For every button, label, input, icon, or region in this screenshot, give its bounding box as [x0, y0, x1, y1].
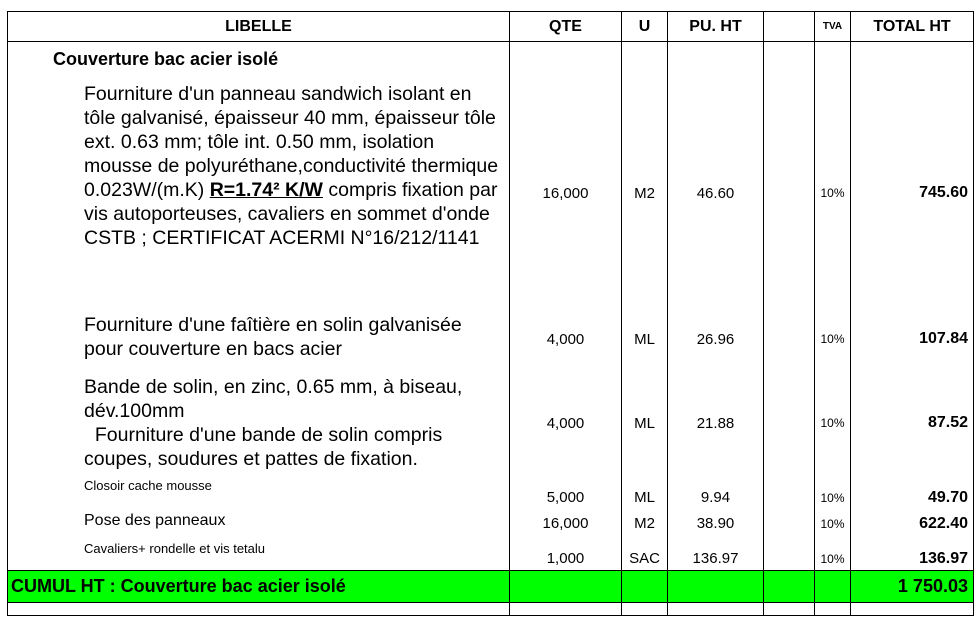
row-unit: ML: [622, 370, 668, 476]
row-unit-price: 38.90: [668, 508, 764, 539]
row-tva: 10%: [815, 508, 851, 539]
row-unit-price: 136.97: [668, 539, 764, 570]
row-qte: 16,000: [510, 78, 622, 308]
blank-row: [8, 602, 974, 615]
table-row: [8, 370, 974, 476]
row-qte: 1,000: [510, 539, 622, 570]
header-tva: TVA: [815, 12, 851, 42]
row-unit-price: 9.94: [668, 476, 764, 508]
thermal-resistance: R=1.74² K/W: [209, 179, 323, 201]
row-libelle: Bande de solin, en zinc, 0.65 mm, à biseau, dév.100mm Fourniture d'une bande de solin compris coupes, soudures et pattes de fixation.: [8, 370, 510, 476]
row-libelle: Fourniture d'une faîtière en solin galvanisée pour couverture en bacs acier: [8, 308, 510, 370]
row-tva: 10%: [815, 370, 851, 476]
row-tva: 10%: [815, 78, 851, 308]
row-total: 136.97: [851, 539, 974, 570]
cumul-row: [8, 570, 974, 602]
header-libelle: LIBELLE: [8, 12, 510, 42]
table-row: [8, 78, 974, 308]
row-qte: 16,000: [510, 508, 622, 539]
section-row: [8, 42, 974, 79]
row-unit: ML: [622, 308, 668, 370]
cumul-label: CUMUL HT : Couverture bac acier isolé: [8, 570, 510, 602]
row-unit: M2: [622, 78, 668, 308]
row-unit-price: 26.96: [668, 308, 764, 370]
row-tva: 10%: [815, 539, 851, 570]
row-qte: 5,000: [510, 476, 622, 508]
row-unit-price: 21.88: [668, 370, 764, 476]
header-qte: QTE: [510, 12, 622, 42]
row-qte: 4,000: [510, 308, 622, 370]
row-unit: ML: [622, 476, 668, 508]
row-libelle: Cavaliers+ rondelle et vis tetalu: [8, 539, 510, 570]
header-unit: U: [622, 12, 668, 42]
row-total: 107.84: [851, 308, 974, 370]
row-unit: M2: [622, 508, 668, 539]
header-unit-price: PU. HT: [668, 12, 764, 42]
row-libelle: Pose des panneaux: [8, 508, 510, 539]
row-tva: 10%: [815, 308, 851, 370]
table-row: [8, 508, 974, 539]
row-unit: SAC: [622, 539, 668, 570]
row-total: 622.40: [851, 508, 974, 539]
row-tva: 10%: [815, 476, 851, 508]
section-title: Couverture bac acier isolé: [8, 42, 510, 79]
row-total: 745.60: [851, 78, 974, 308]
row-qte: 4,000: [510, 370, 622, 476]
quote-table: [7, 11, 974, 616]
row-total: 49.70: [851, 476, 974, 508]
header-row: [8, 12, 974, 42]
table-row: [8, 476, 974, 508]
cumul-total: 1 750.03: [851, 570, 974, 602]
header-empty: [764, 12, 815, 42]
table-row: [8, 308, 974, 370]
table-row: [8, 539, 974, 570]
row-unit-price: 46.60: [668, 78, 764, 308]
row-total: 87.52: [851, 370, 974, 476]
row-libelle: Fourniture d'un panneau sandwich isolant en tôle galvanisé, épaisseur 40 mm, épaisseur tôle ext. 0.63 mm; tôle int. 0.50 mm, isolation mousse de polyuréthane,conductivité thermique 0.023W/(m.K) R=1.74² K/W compris fixation par vis autoporteuses, cavaliers en sommet d'onde CSTB ; CERTIFICAT ACERMI N°16/212/1141: [8, 78, 510, 308]
header-total: TOTAL HT: [851, 12, 974, 42]
row-libelle: Closoir cache mousse: [8, 476, 510, 508]
